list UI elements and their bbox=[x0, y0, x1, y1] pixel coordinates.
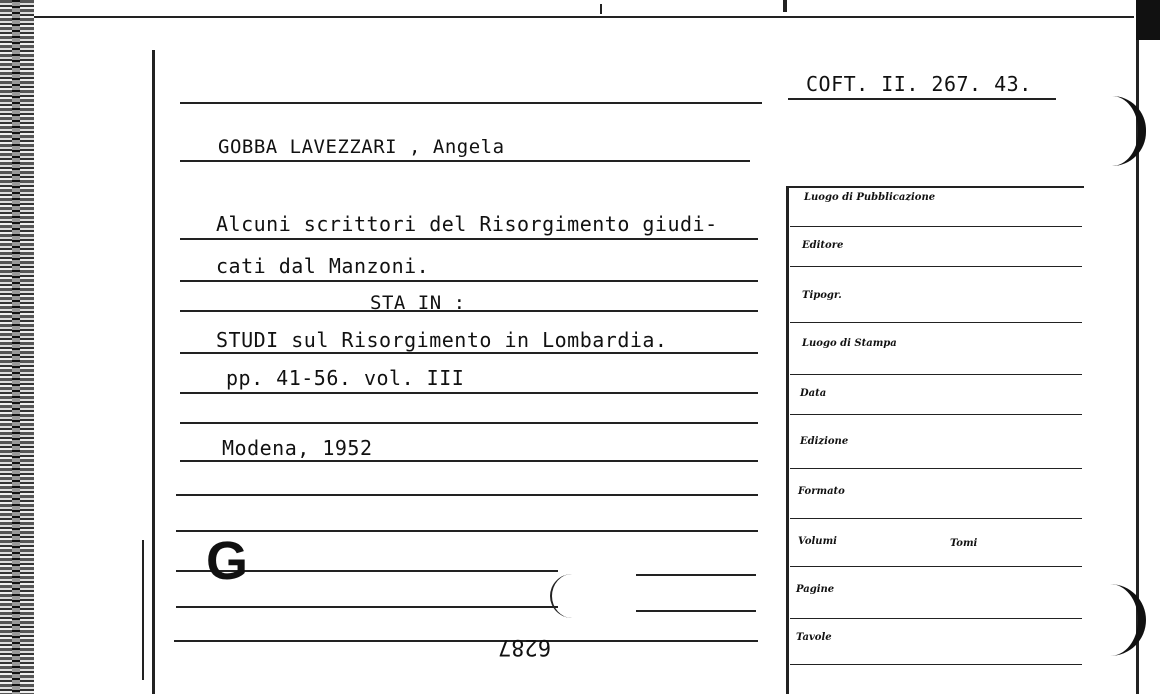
rule-11 bbox=[176, 530, 758, 532]
shelfmark-underline bbox=[788, 98, 1056, 100]
card-left-margin-line bbox=[152, 50, 155, 694]
card-top-tick bbox=[783, 0, 787, 12]
rule-13b bbox=[636, 610, 756, 612]
shelfmark: COFT. II. 267. 43. bbox=[806, 72, 1032, 96]
rule-9 bbox=[180, 460, 758, 462]
rule-6 bbox=[180, 352, 758, 354]
label-editore: Editore bbox=[802, 240, 844, 251]
label-luogo-pubblicazione: Luogo di Pubblicazione bbox=[804, 192, 936, 203]
label-tavole: Tavole bbox=[796, 632, 832, 643]
rule-2 bbox=[180, 160, 750, 162]
source-title: STUDI sul Risorgimento in Lombardia. bbox=[216, 328, 668, 352]
pages-volume: pp. 41-56. vol. III bbox=[226, 366, 465, 390]
label-tipogr: Tipogr. bbox=[802, 290, 842, 301]
form-rule-6 bbox=[790, 468, 1082, 469]
rule-4 bbox=[180, 280, 758, 282]
rule-8 bbox=[180, 422, 758, 424]
label-data: Data bbox=[800, 388, 827, 399]
card-top-border bbox=[34, 16, 1134, 18]
title-line-1: Alcuni scrittori del Risorgimento giudi- bbox=[216, 212, 718, 236]
form-rule-9 bbox=[790, 618, 1082, 619]
form-box-top-border bbox=[786, 186, 1084, 188]
rule-10 bbox=[176, 494, 758, 496]
punch-hole-arc bbox=[550, 574, 592, 618]
sta-in-label: STA IN : bbox=[370, 292, 466, 314]
card-right-edge-dark bbox=[1136, 0, 1160, 40]
binding-ring-lower bbox=[1108, 584, 1146, 656]
author-name: GOBBA LAVEZZARI , Angela bbox=[218, 136, 505, 158]
rule-13 bbox=[176, 606, 558, 608]
label-edizione: Edizione bbox=[800, 436, 849, 447]
card-left-margin-line-lower bbox=[142, 540, 144, 680]
form-rule-5 bbox=[790, 414, 1082, 415]
label-pagine: Pagine bbox=[796, 584, 835, 595]
place-year: Modena, 1952 bbox=[222, 436, 373, 460]
form-box-left-border bbox=[786, 186, 789, 694]
rule-12b bbox=[636, 574, 756, 576]
label-tomi: Tomi bbox=[950, 538, 978, 549]
form-rule-7 bbox=[790, 518, 1082, 519]
rule-14 bbox=[174, 640, 758, 642]
card-perforation-marks bbox=[12, 0, 20, 694]
binding-ring-upper bbox=[1112, 96, 1146, 166]
rule-7 bbox=[180, 392, 758, 394]
card-top-tick-small bbox=[600, 4, 602, 14]
card-number: 6287 bbox=[498, 634, 551, 659]
index-letter: G bbox=[206, 531, 249, 591]
form-rule-8 bbox=[790, 566, 1082, 567]
label-luogo-stampa: Luogo di Stampa bbox=[802, 338, 897, 349]
form-rule-3 bbox=[790, 322, 1082, 323]
label-volumi: Volumi bbox=[798, 536, 837, 547]
form-rule-2 bbox=[790, 266, 1082, 267]
form-rule-1 bbox=[790, 226, 1082, 227]
label-formato: Formato bbox=[798, 486, 845, 497]
rule-3 bbox=[180, 238, 758, 240]
form-rule-10 bbox=[790, 664, 1082, 665]
rule-5 bbox=[180, 310, 758, 312]
title-line-2: cati dal Manzoni. bbox=[216, 254, 430, 278]
rule-1 bbox=[180, 102, 762, 104]
form-rule-4 bbox=[790, 374, 1082, 375]
